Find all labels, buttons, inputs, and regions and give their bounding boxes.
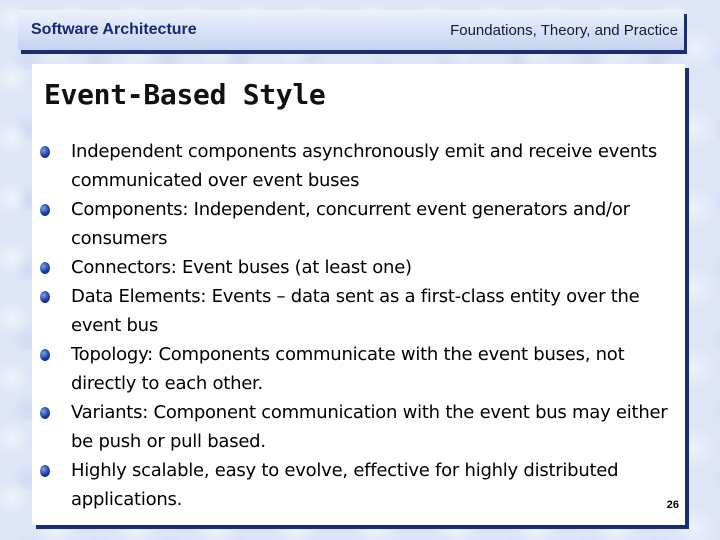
- bullet-text: Independent components asynchronously emit and receive events communicated over event buses: [71, 141, 657, 191]
- bullet-dot-icon: [40, 262, 50, 274]
- bullet-text: Components: Independent, concurrent event generators and/or consumers: [71, 199, 630, 249]
- bullet-item: [40, 253, 680, 282]
- bullet-item: [40, 137, 680, 195]
- bullet-list: [40, 137, 680, 514]
- bullet-text: Connectors: Event buses (at least one): [71, 257, 412, 278]
- bullet-text: Variants: Component communication with the event bus may either be push or pull based.: [71, 402, 668, 452]
- bullet-text: Data Elements: Events – data sent as a first-class entity over the event bus: [71, 286, 640, 336]
- bullet-dot-icon: [40, 291, 50, 303]
- bullet-item: [40, 340, 680, 398]
- bullet-dot-icon: [40, 204, 50, 216]
- bullet-dot-icon: [40, 146, 50, 158]
- page-number: 26: [666, 499, 679, 511]
- course-title: Software Architecture: [31, 21, 197, 38]
- bullet-item: [40, 398, 680, 456]
- header-bar: [18, 10, 684, 50]
- slide-title: Event-Based Style: [44, 78, 326, 111]
- bullet-item: [40, 195, 680, 253]
- bullet-item: [40, 456, 680, 514]
- course-subtitle: Foundations, Theory, and Practice: [450, 22, 678, 39]
- bullet-text: Topology: Components communicate with the event buses, not directly to each other.: [71, 344, 625, 394]
- bullet-dot-icon: [40, 465, 50, 477]
- slide-panel: [32, 64, 685, 525]
- bullet-item: [40, 282, 680, 340]
- bullet-text: Highly scalable, easy to evolve, effective for highly distributed applications.: [71, 460, 619, 510]
- bullet-dot-icon: [40, 349, 50, 361]
- bullet-dot-icon: [40, 407, 50, 419]
